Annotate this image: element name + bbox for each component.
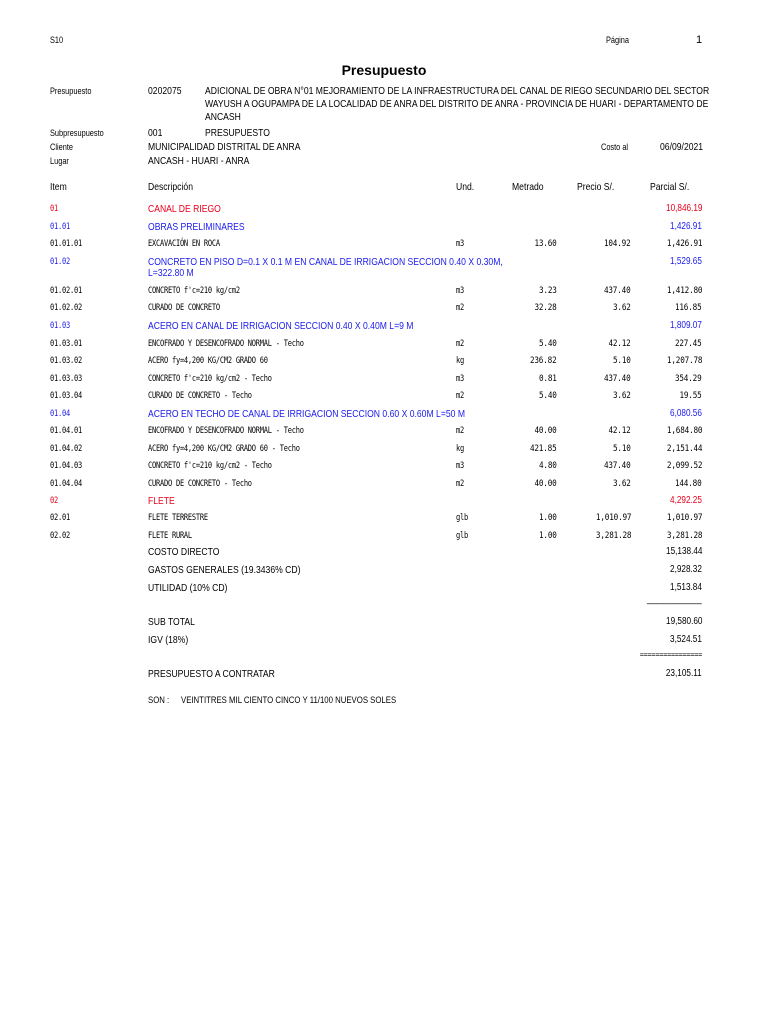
table-row-item-code: 01.03 [50, 321, 70, 331]
table-row-metrado: 236.82 [530, 356, 557, 366]
utilidad-value: 1,513.84 [670, 582, 702, 593]
table-row-item-code: 01.01.01 [50, 239, 82, 249]
separator-line-2: ================ [639, 650, 702, 659]
table-row-item-code: 01.03.01 [50, 339, 82, 349]
presupuesto-a-contratar-value: 23,105.11 [666, 668, 702, 679]
table-row-metrado: 0.81 [539, 374, 557, 384]
table-row-parcial: 1,684.80 [666, 426, 702, 436]
table-row-description: ACERO fy=4,200 KG/CM2 GRADO 60 - Techo [148, 444, 300, 454]
costo-directo-label: COSTO DIRECTO [148, 546, 220, 558]
table-row-metrado: 1.00 [539, 531, 557, 541]
table-row-unit: kg [456, 444, 464, 454]
table-row-description: ENCOFRADO Y DESENCOFRADO NORMAL - Techo [148, 339, 304, 349]
table-row-precio: 3,281.28 [595, 531, 631, 541]
table-row-precio: 42.12 [608, 339, 631, 349]
table-row-parcial: 2,099.52 [666, 461, 702, 471]
table-row-parcial: 354.29 [675, 374, 702, 384]
table-row-parcial: 6,080.56 [670, 408, 702, 419]
table-row-precio: 1,010.97 [595, 513, 631, 523]
table-row-metrado: 3.23 [539, 286, 557, 296]
table-row-parcial: 1,426.91 [670, 221, 702, 232]
cliente-value: MUNICIPALIDAD DISTRITAL DE ANRA [148, 141, 301, 153]
table-row-unit: m2 [456, 303, 464, 313]
table-row-item-code: 02.02 [50, 531, 70, 541]
table-row-parcial: 1,412.80 [666, 286, 702, 296]
presupuesto-a-contratar-label: PRESUPUESTO A CONTRATAR [148, 668, 275, 680]
table-row-description: CURADO DE CONCRETO - Techo [148, 391, 252, 401]
table-row-parcial: 227.45 [675, 339, 702, 349]
table-row-item-code: 02 [50, 496, 58, 506]
table-row-description: CONCRETO f'c=210 kg/cm2 - Techo [148, 374, 272, 384]
table-row-item-code: 02.01 [50, 513, 70, 523]
table-row-unit: m2 [456, 426, 464, 436]
subtotal-label: SUB TOTAL [148, 616, 195, 628]
table-row-description: ENCOFRADO Y DESENCOFRADO NORMAL - Techo [148, 426, 304, 436]
table-row-description: CANAL DE RIEGO [148, 203, 221, 215]
table-row-description: FLETE [148, 495, 175, 507]
table-row-parcial: 1,809.07 [670, 320, 702, 331]
lugar-value: ANCASH - HUARI - ANRA [148, 155, 250, 167]
table-row-description: ACERO fy=4,200 KG/CM2 GRADO 60 [148, 356, 268, 366]
column-header-parcial: Parcial S/. [650, 181, 690, 193]
table-row-parcial: 10,846.19 [665, 203, 702, 214]
table-row-unit: m3 [456, 461, 464, 471]
presupuesto-description-line-3: ANCASH [205, 111, 241, 123]
table-row-parcial: 1,010.97 [666, 513, 702, 523]
table-row-parcial: 1,207.78 [666, 356, 702, 366]
table-row-item-code: 01.04.03 [50, 461, 82, 471]
table-row-precio: 3.62 [613, 391, 631, 401]
costo-al-date: 06/09/2021 [660, 141, 704, 153]
table-row-metrado: 13.60 [534, 239, 557, 249]
table-row-description: CURADO DE CONCRETO - Techo [148, 479, 252, 489]
utilidad-label: UTILIDAD (10% CD) [148, 582, 228, 594]
table-row-unit: m2 [456, 391, 464, 401]
table-row-metrado: 40.00 [534, 426, 557, 436]
table-row-unit: m2 [456, 479, 464, 489]
table-row-item-code: 01.04 [50, 409, 70, 419]
table-row-description: EXCAVACIÓN EN ROCA [148, 239, 220, 249]
table-row-description: CONCRETO f'c=210 kg/cm2 [148, 286, 240, 296]
igv-value: 3,524.51 [670, 634, 702, 645]
table-row-item-code: 01.03.02 [50, 356, 82, 366]
presupuesto-label: Presupuesto [50, 86, 92, 96]
table-row-unit: m3 [456, 374, 464, 384]
table-row-item-code: 01.02.01 [50, 286, 82, 296]
table-row-unit: m3 [456, 286, 464, 296]
lugar-label: Lugar [50, 156, 69, 166]
table-row-description: FLETE TERRESTRE [148, 513, 208, 523]
table-row-description: CONCRETO EN PISO D=0.1 X 0.1 M EN CANAL DE IRRIGACION SECCION 0.40 X 0.30M, [148, 256, 503, 268]
table-row-description: OBRAS PRELIMINARES [148, 221, 245, 233]
subpresupuesto-label: Subpresupuesto [50, 128, 104, 138]
costo-al-label: Costo al [601, 142, 629, 152]
column-header-precio: Precio S/. [577, 181, 615, 193]
table-row-item-code: 01.04.01 [50, 426, 82, 436]
table-row-parcial: 1,426.91 [666, 239, 702, 249]
table-row-item-code: 01.02 [50, 257, 70, 267]
presupuesto-code: 0202075 [148, 85, 182, 97]
table-row-item-code: 01.03.04 [50, 391, 82, 401]
table-row-description: CURADO DE CONCRETO [148, 303, 220, 313]
page-label: Página [606, 35, 629, 45]
table-row-unit: m2 [456, 339, 464, 349]
table-row-precio: 5.10 [613, 356, 631, 366]
subtotal-value: 19,580.60 [665, 616, 702, 627]
costo-directo-value: 15,138.44 [665, 546, 702, 557]
column-header-descripcion: Descripción [148, 181, 193, 193]
table-row-metrado: 1.00 [539, 513, 557, 523]
table-row-precio: 3.62 [613, 303, 631, 313]
table-row-unit: m3 [456, 239, 464, 249]
table-row-precio: 5.10 [613, 444, 631, 454]
table-row-parcial: 4,292.25 [670, 495, 702, 506]
table-row-description-line-2: L=322.80 M [148, 267, 194, 279]
table-row-item-code: 01.02.02 [50, 303, 82, 313]
gastos-generales-value: 2,928.32 [670, 564, 702, 575]
column-header-metrado: Metrado [512, 181, 544, 193]
table-row-precio: 437.40 [604, 374, 631, 384]
table-row-parcial: 19.55 [679, 391, 702, 401]
column-header-und: Und. [456, 181, 475, 193]
table-row-unit: glb [456, 531, 468, 541]
table-row-precio: 437.40 [604, 461, 631, 471]
table-row-description: CONCRETO f'c=210 kg/cm2 - Techo [148, 461, 272, 471]
table-row-parcial: 144.80 [675, 479, 702, 489]
table-row-metrado: 40.00 [534, 479, 557, 489]
presupuesto-description-line-2: WAYUSH A OGUPAMPA DE LA LOCALIDAD DE ANRA DEL DISTRITO DE ANRA - PROVINCIA DE HUARI - DEPARTAMENTO DE [205, 98, 709, 110]
table-row-parcial: 3,281.28 [666, 531, 702, 541]
table-row-precio: 42.12 [608, 426, 631, 436]
subpresupuesto-name: PRESUPUESTO [205, 127, 270, 139]
table-row-item-code: 01.01 [50, 222, 70, 232]
table-row-precio: 3.62 [613, 479, 631, 489]
page-title: Presupuesto [341, 62, 427, 78]
table-row-precio: 437.40 [604, 286, 631, 296]
table-row-unit: kg [456, 356, 464, 366]
table-row-parcial: 1,529.65 [670, 256, 702, 267]
cliente-label: Cliente [50, 142, 73, 152]
table-row-item-code: 01.04.02 [50, 444, 82, 454]
igv-label: IGV (18%) [148, 634, 189, 646]
page-number: 1 [696, 34, 703, 46]
table-row-item-code: 01 [50, 204, 58, 214]
table-row-metrado: 4.80 [539, 461, 557, 471]
table-row-description: ACERO EN TECHO DE CANAL DE IRRIGACION SECCION 0.60 X 0.60M L=50 M [148, 408, 465, 420]
table-row-metrado: 5.40 [539, 391, 557, 401]
table-row-precio: 104.92 [604, 239, 631, 249]
table-row-description: FLETE RURAL [148, 531, 192, 541]
son-label: SON : [148, 695, 170, 706]
table-row-parcial: 2,151.44 [666, 444, 702, 454]
presupuesto-description-line-1: ADICIONAL DE OBRA N°01 MEJORAMIENTO DE LA INFRAESTRUCTURA DEL CANAL DE RIEGO SECUNDARIO DEL SECTOR [205, 85, 710, 97]
table-row-item-code: 01.03.03 [50, 374, 82, 384]
separator-line-1: ____________ [647, 594, 702, 605]
table-row-parcial: 116.85 [675, 303, 702, 313]
table-row-item-code: 01.04.04 [50, 479, 82, 489]
table-row-metrado: 32.28 [534, 303, 557, 313]
table-row-description: ACERO EN CANAL DE IRRIGACION SECCION 0.40 X 0.40M L=9 M [148, 320, 414, 332]
son-amount-in-words: VEINTITRES MIL CIENTO CINCO Y 11/100 NUEVOS SOLES [181, 695, 397, 706]
table-row-unit: glb [456, 513, 468, 523]
gastos-generales-label: GASTOS GENERALES (19.3436% CD) [148, 564, 301, 576]
subpresupuesto-code: 001 [148, 127, 163, 139]
column-header-item: Item [50, 181, 67, 193]
table-row-metrado: 5.40 [539, 339, 557, 349]
report-code: S10 [50, 35, 64, 45]
table-row-metrado: 421.85 [530, 444, 557, 454]
